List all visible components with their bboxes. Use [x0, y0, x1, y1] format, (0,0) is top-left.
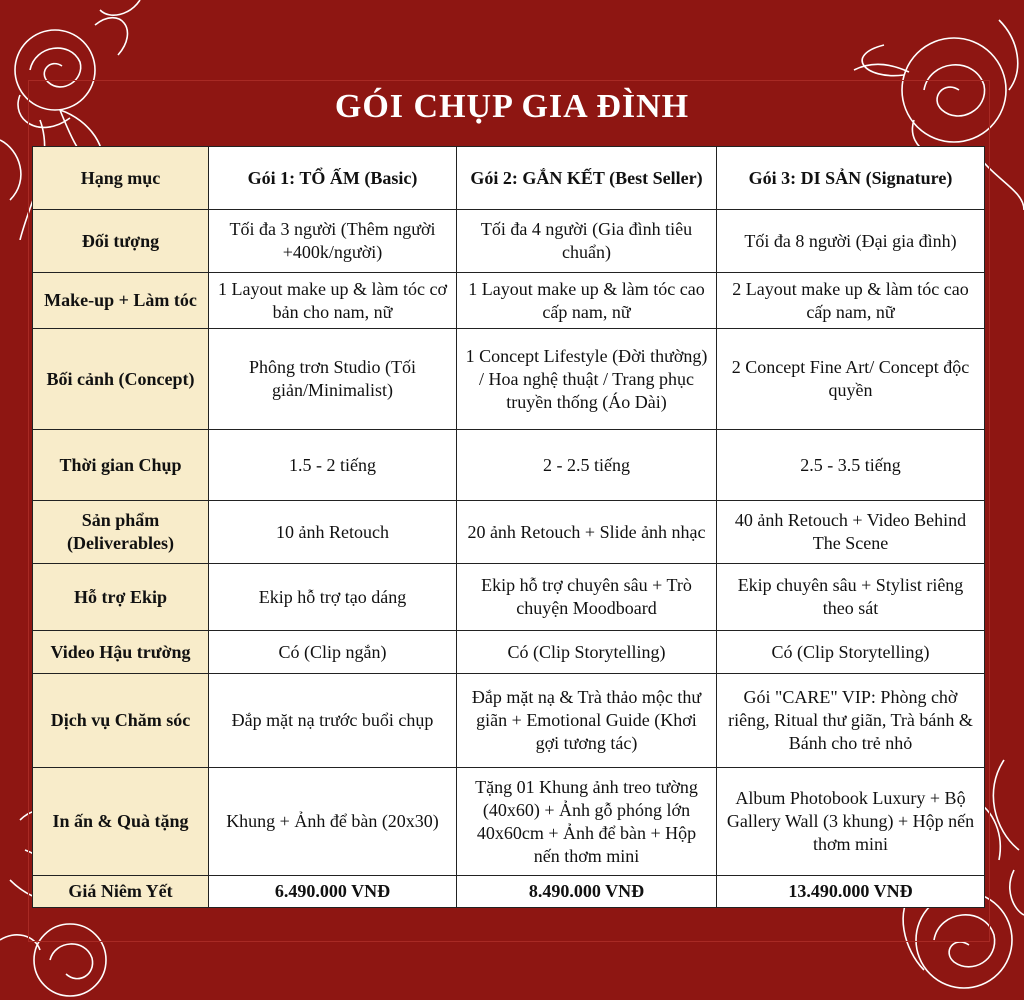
cell-package-3: 2 Layout make up & làm tóc cao cấp nam, nữ [717, 273, 985, 329]
cell-package-2: Tối đa 4 người (Gia đình tiêu chuẩn) [457, 210, 717, 273]
cell-package-1: Khung + Ảnh để bàn (20x30) [209, 768, 457, 876]
header-package-2: Gói 2: GẮN KẾT (Best Seller) [457, 147, 717, 210]
price-package-1: 6.490.000 VNĐ [209, 876, 457, 908]
cell-package-3: Có (Clip Storytelling) [717, 631, 985, 674]
row-category: Thời gian Chụp [33, 430, 209, 501]
cell-package-1: Đắp mặt nạ trước buổi chụp [209, 674, 457, 768]
table-row [33, 631, 985, 674]
table-row [33, 768, 985, 876]
price-label: Giá Niêm Yết [33, 876, 209, 908]
page-title: GÓI CHỤP GIA ĐÌNH [334, 88, 690, 125]
row-category: Đối tượng [33, 210, 209, 273]
table-row [33, 501, 985, 564]
header-package-3: Gói 3: DI SẢN (Signature) [717, 147, 985, 210]
table-row [33, 273, 985, 329]
cell-package-3: 2.5 - 3.5 tiếng [717, 430, 985, 501]
cell-package-2: Có (Clip Storytelling) [457, 631, 717, 674]
pricing-table [32, 146, 985, 908]
cell-package-1: Tối đa 3 người (Thêm người +400k/người) [209, 210, 457, 273]
cell-package-2: Đắp mặt nạ & Trà thảo mộc thư giãn + Emotional Guide (Khơi gợi tương tác) [457, 674, 717, 768]
row-category: Hỗ trợ Ekip [33, 564, 209, 631]
row-category: In ấn & Quà tặng [33, 768, 209, 876]
cell-package-1: 1.5 - 2 tiếng [209, 430, 457, 501]
price-package-3: 13.490.000 VNĐ [717, 876, 985, 908]
table-row [33, 210, 985, 273]
row-category: Bối cảnh (Concept) [33, 329, 209, 430]
price-package-2: 8.490.000 VNĐ [457, 876, 717, 908]
cell-package-1: 10 ảnh Retouch [209, 501, 457, 564]
header-package-1: Gói 1: TỔ ẤM (Basic) [209, 147, 457, 210]
cell-package-2: Tặng 01 Khung ảnh treo tường (40x60) + Ảnh gỗ phóng lớn 40x60cm + Ảnh để bàn + Hộp nến thơm mini [457, 768, 717, 876]
cell-package-3: Gói "CARE" VIP: Phòng chờ riêng, Ritual thư giãn, Trà bánh & Bánh cho trẻ nhỏ [717, 674, 985, 768]
cell-package-2: 1 Layout make up & làm tóc cao cấp nam, nữ [457, 273, 717, 329]
cell-package-3: Album Photobook Luxury + Bộ Gallery Wall (3 khung) + Hộp nến thơm mini [717, 768, 985, 876]
table-row [33, 674, 985, 768]
table-row [33, 430, 985, 501]
cell-package-2: 2 - 2.5 tiếng [457, 430, 717, 501]
table-header-row [33, 147, 985, 210]
cell-package-3: 40 ảnh Retouch + Video Behind The Scene [717, 501, 985, 564]
cell-package-1: Có (Clip ngắn) [209, 631, 457, 674]
header-category: Hạng mục [33, 147, 209, 210]
cell-package-2: Ekip hỗ trợ chuyên sâu + Trò chuyện Moodboard [457, 564, 717, 631]
price-row [33, 876, 985, 908]
cell-package-1: Ekip hỗ trợ tạo dáng [209, 564, 457, 631]
table-row [33, 564, 985, 631]
cell-package-1: 1 Layout make up & làm tóc cơ bản cho nam, nữ [209, 273, 457, 329]
row-category: Sản phẩm (Deliverables) [33, 501, 209, 564]
row-category: Dịch vụ Chăm sóc [33, 674, 209, 768]
row-category: Video Hậu trường [33, 631, 209, 674]
cell-package-3: 2 Concept Fine Art/ Concept độc quyền [717, 329, 985, 430]
cell-package-3: Tối đa 8 người (Đại gia đình) [717, 210, 985, 273]
row-category: Make-up + Làm tóc [33, 273, 209, 329]
cell-package-2: 20 ảnh Retouch + Slide ảnh nhạc [457, 501, 717, 564]
cell-package-1: Phông trơn Studio (Tối giản/Minimalist) [209, 329, 457, 430]
table-row [33, 329, 985, 430]
cell-package-2: 1 Concept Lifestyle (Đời thường) / Hoa nghệ thuật / Trang phục truyền thống (Áo Dài) [457, 329, 717, 430]
cell-package-3: Ekip chuyên sâu + Stylist riêng theo sát [717, 564, 985, 631]
